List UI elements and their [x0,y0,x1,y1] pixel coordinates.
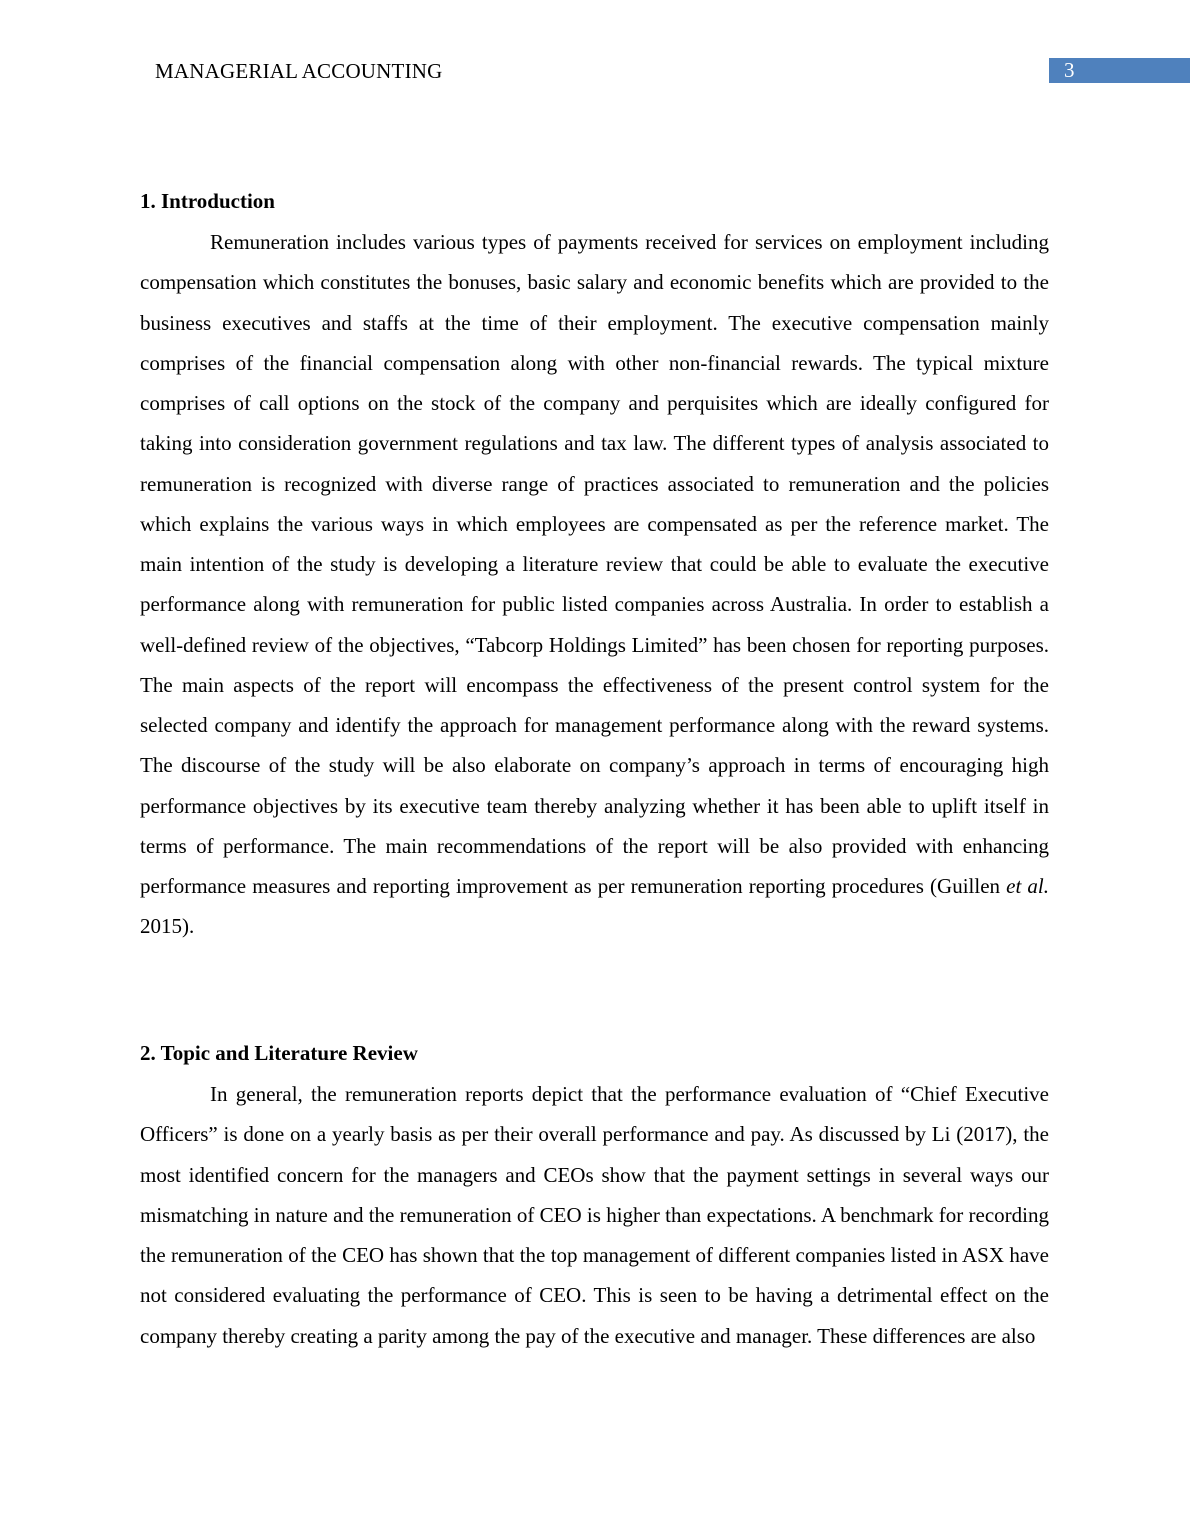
section-introduction [140,187,1049,947]
section-topic-literature-review [140,1039,1049,1356]
section-paragraph: In general, the remuneration reports depict that the performance evaluation of “Chief Executive Officers” is done on a yearly basis as per their overall performance and pay. As discussed by Li (2017), the most identified concern for the managers and CEOs show that the payment settings in several ways our mismatching in nature and the remuneration of CEO is higher than expectations. A benchmark for recording the remuneration of the CEO has shown that the top management of different companies listed in ASX have not considered evaluating the performance of CEO. This is seen to be having a detrimental effect on the company thereby creating a parity among the pay of the executive and manager. These differences are also [140,1082,1049,1348]
paragraph-text-end: 2015). [140,914,195,939]
paragraph-text: Remuneration includes various types of payments received for services on employment including compensation which constitutes the bonuses, basic salary and economic benefits which are provided to the business executives and staffs at the time of their employment. The executive compensation mainly comprises of the financial compensation along with other non-financial rewards. The typical mixture comprises of call options on the stock of the company and perquisites which are ideally configured for taking into consideration government regulations and tax law. The different types of analysis associated to remuneration is recognized with diverse range of practices associated to remuneration and the policies which explains the various ways in which employees are compensated as per the reference market. The main intention of the study is developing a literature review that could be able to evaluate the executive performance along with remuneration for public listed companies across Australia. In order to establish a well-defined review of the objectives, “Tabcorp Holdings Limited” has been chosen for reporting purposes. The main aspects of the report will encompass the effectiveness of the present control system for the selected company and identify the approach for management performance along with the reward systems. The discourse of the study will be also elaborate on company’s approach in terms of encouraging high performance objectives by its executive team thereby analyzing whether it has been able to uplift itself in terms of performance. The main recommendations of the report will be also provided with enhancing performance measures and reporting improvement as per remuneration reporting procedures (Guillen [140,230,1049,898]
citation-italic: et al. [1006,874,1049,898]
page-number: 3 [1064,58,1075,82]
running-header-title: MANAGERIAL ACCOUNTING [155,59,443,83]
section-heading: 1. Introduction [140,189,275,213]
section-heading: 2. Topic and Literature Review [140,1041,418,1065]
section-paragraph [140,222,1049,947]
page-number-badge [1049,58,1190,83]
